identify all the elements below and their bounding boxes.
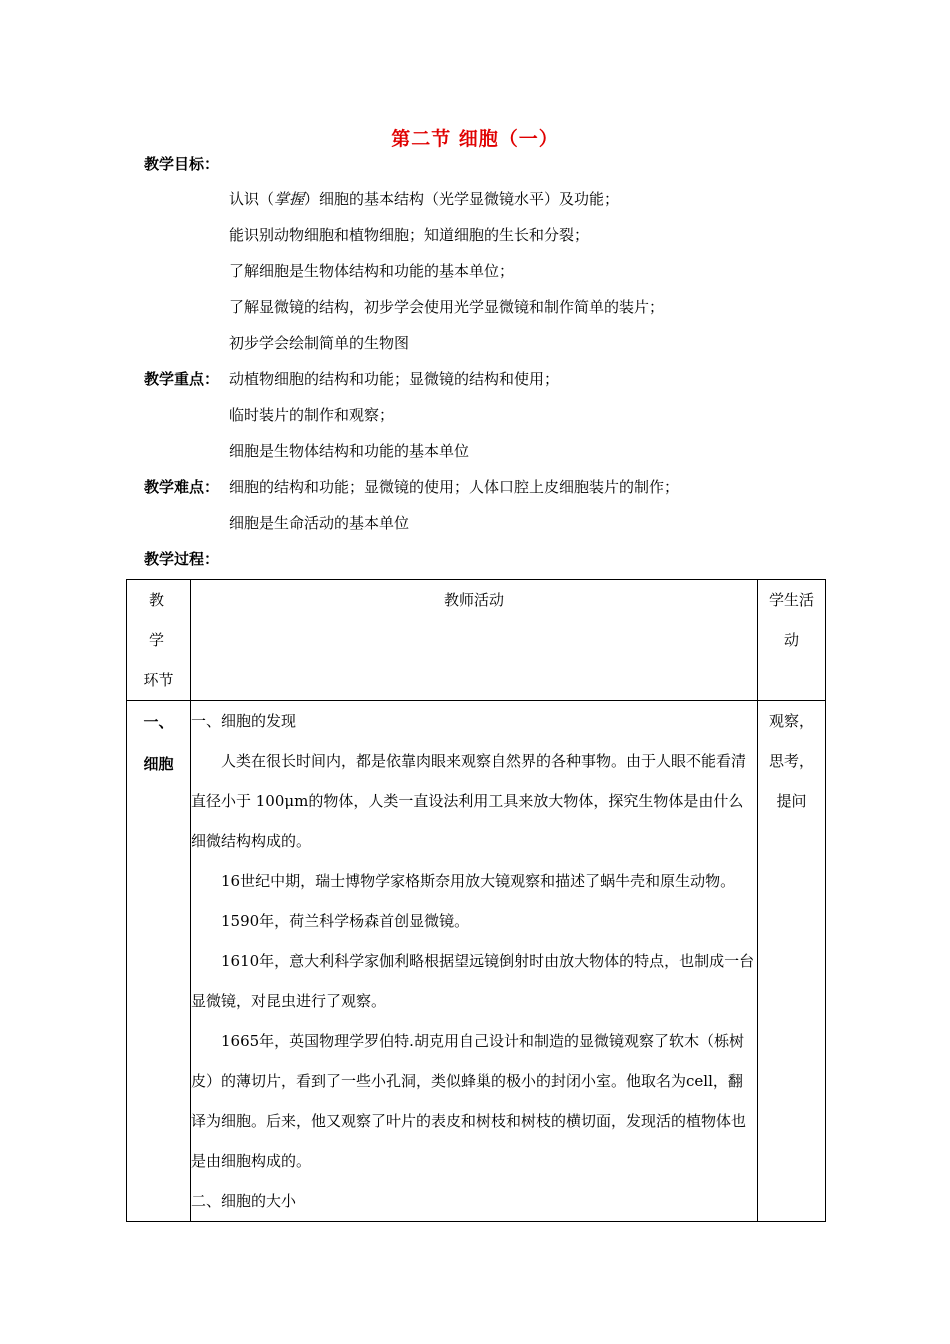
table-row — [127, 701, 826, 1222]
header-teacher-activity: 教师活动 — [191, 580, 758, 701]
objective-line-2: 能识别动物细胞和植物细胞；知道细胞的生长和分裂； — [229, 226, 590, 244]
paragraph: 1610年，意大利科学家伽利略根据望远镜倒射时由放大物体的特点，也制成一台显微镜，对昆虫进行了观察。 — [191, 952, 755, 1010]
paragraph: 二、细胞的大小 — [191, 1192, 297, 1210]
process-heading: 教学过程： — [144, 550, 220, 568]
paragraph: 一、细胞的发现 — [191, 712, 297, 730]
paragraph: 1665年，英国物理学罗伯特.胡克用自己设计和制造的显微镜观察了软木（栎树皮）的薄切片，看到了一些小孔洞，类似蜂巢的极小的封闭小室。他取名为cell，翻译为细胞。后来，他又观察了叶片的表皮和树枝和树枝的横切面，发现活的植物体也是由细胞构成的。 — [191, 1032, 747, 1170]
paragraph: 16世纪中期，瑞士博物学家格斯奈用放大镜观察和描述了蜗牛壳和原生动物。 — [221, 872, 736, 890]
header-stage: 教学 环节 — [127, 580, 191, 701]
paragraph: 1590年，荷兰科学杨森首创显微镜。 — [221, 912, 470, 930]
objective-line-5: 初步学会绘制简单的生物图 — [229, 334, 410, 352]
objective-line-4: 了解显微镜的结构，初步学会使用光学显微镜和制作简单的装片； — [229, 298, 665, 316]
objectives-heading: 教学目标： — [144, 155, 220, 173]
teacher-activity-content — [191, 701, 758, 1222]
objective-line-1: 认识（掌握）细胞的基本结构（光学显微镜水平）及功能； — [229, 190, 620, 208]
difficulty-line-2: 细胞是生命活动的基本单位 — [229, 514, 410, 532]
difficulty-line-1: 细胞的结构和功能；显微镜的使用；人体口腔上皮细胞装片的制作； — [229, 478, 680, 496]
process-table — [126, 579, 826, 1222]
key-point-line-2: 临时装片的制作和观察； — [229, 406, 395, 424]
key-point-line-1: 动植物细胞的结构和功能；显微镜的结构和使用； — [229, 370, 560, 388]
header-student-activity: 学生活 动 — [758, 580, 826, 701]
student-activity-content: 观察， 思考， 提问 — [758, 701, 826, 1222]
key-point-line-3: 细胞是生物体结构和功能的基本单位 — [229, 442, 470, 460]
page-title: 第二节 细胞（一） — [391, 128, 559, 150]
table-header-row — [127, 580, 826, 701]
difficulties-heading: 教学难点： — [144, 478, 220, 496]
section-label: 一、 细胞 — [127, 701, 191, 1222]
objective-line-3: 了解细胞是生物体结构和功能的基本单位； — [229, 262, 515, 280]
key-points-heading: 教学重点： — [144, 370, 220, 388]
paragraph: 人类在很长时间内，都是依靠肉眼来观察自然界的各种事物。由于人眼不能看清直径小于 100μm的物体，人类一直设法利用工具来放大物体，探究生物体是由什么细微结构构成的。 — [191, 752, 747, 850]
